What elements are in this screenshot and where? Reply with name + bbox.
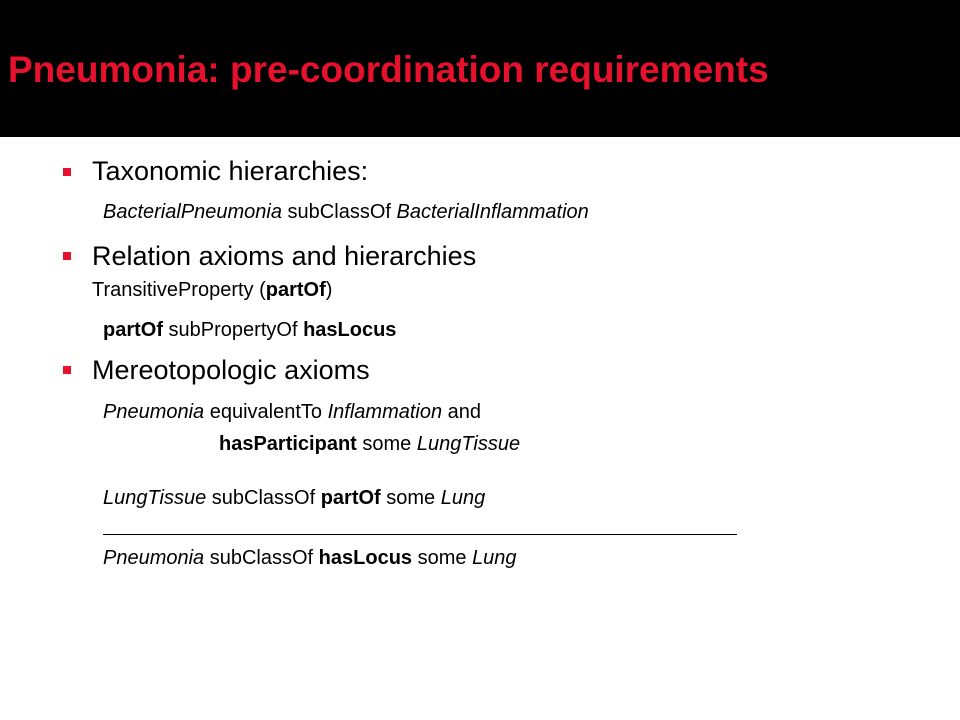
class-name: LungTissue (103, 487, 207, 509)
operator: and (442, 401, 482, 423)
operator: ) (325, 279, 333, 301)
bullet-marker (63, 252, 71, 260)
bullet-taxonomic-hierarchies: Taxonomic hierarchies: (92, 156, 369, 186)
bullet-mereotopologic-axioms: Mereotopologic axioms (92, 355, 370, 385)
class-name: Lung (472, 547, 517, 569)
operator: subPropertyOf (163, 319, 304, 341)
operator: subClassOf (282, 201, 397, 223)
axiom-subproperty (103, 318, 396, 342)
class-name: BacterialInflammation (396, 201, 589, 223)
operator: subClassOf (204, 547, 319, 569)
operator: subClassOf (206, 487, 321, 509)
class-name: Pneumonia (103, 547, 205, 569)
class-name: BacterialPneumonia (103, 201, 282, 223)
property-name: partOf (320, 487, 381, 509)
property-name: hasLocus (303, 319, 397, 341)
operator: equivalentTo (204, 401, 328, 423)
operator: some (412, 547, 473, 569)
axiom-pneumonia-equivalent-continued (219, 432, 520, 456)
property-name: hasLocus (318, 547, 413, 569)
property-name: partOf (103, 319, 163, 341)
operator: TransitiveProperty ( (92, 279, 266, 301)
bullet-marker (63, 366, 71, 374)
axiom-transitive-property (92, 278, 332, 302)
bullet-marker (63, 168, 71, 176)
inference-divider (103, 534, 737, 535)
property-name: hasParticipant (219, 433, 357, 455)
property-name: partOf (265, 279, 326, 301)
title-bar (0, 0, 960, 137)
class-name: Lung (440, 487, 486, 509)
operator: some (356, 433, 417, 455)
operator: some (380, 487, 441, 509)
class-name: LungTissue (416, 433, 521, 455)
axiom-bacterial-pneumonia (103, 200, 589, 224)
class-name: Inflammation (327, 401, 443, 423)
axiom-lungtissue-premise (103, 486, 485, 510)
axiom-inferred-conclusion (103, 546, 517, 570)
bullet-relation-axioms: Relation axioms and hierarchies (92, 241, 477, 271)
axiom-pneumonia-equivalent (103, 400, 481, 424)
slide-title: Pneumonia: pre-coordination requirements (8, 49, 769, 90)
class-name: Pneumonia (103, 401, 205, 423)
